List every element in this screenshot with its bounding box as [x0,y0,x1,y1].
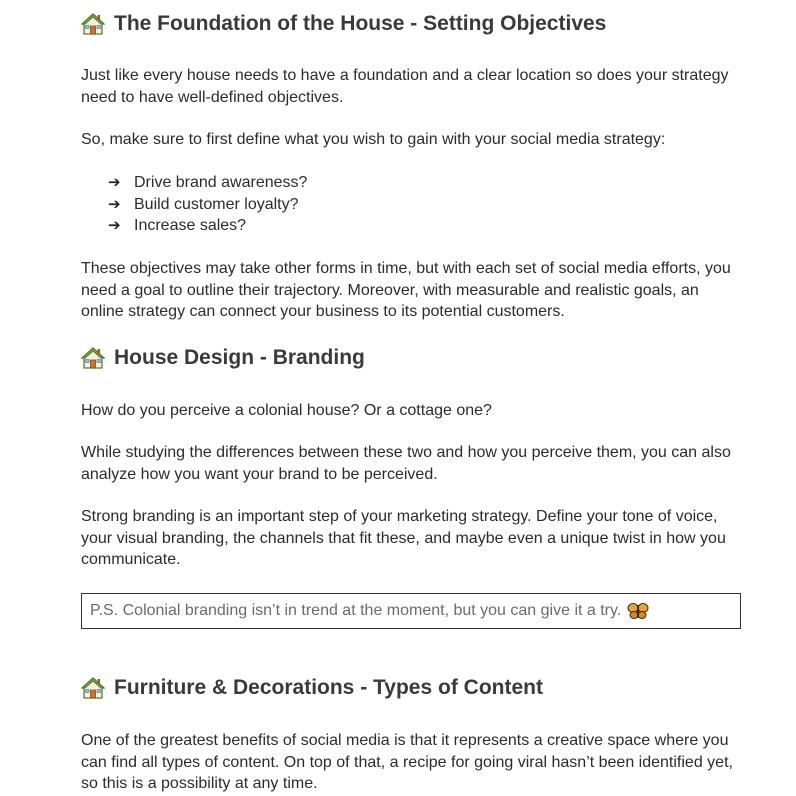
paragraph: One of the greatest benefits of social media is that it represents a creative space where you can find all types of content. On top of that, a recipe for going viral hasn’t been identified yet, so this is a possibility at any time. [81,732,733,792]
butterfly-icon [627,602,649,620]
list-item: ➔ Increase sales? [108,215,307,237]
house-icon [81,676,105,700]
section-heading-content-types [81,673,543,703]
paragraph: How do you perceive a colonial house? Or a cottage one? [81,402,492,419]
note-box [81,593,741,629]
list-item: ➔ Build customer loyalty? [108,194,307,216]
arrow-right-icon: ➔ [108,195,121,213]
section-heading-branding [81,343,365,373]
section-title: The Foundation of the House - Setting Objectives [114,12,607,35]
arrow-right-icon: ➔ [108,174,121,191]
house-icon [81,12,105,36]
section-title: House Design - Branding [114,346,365,369]
section-title: Furniture & Decorations - Types of Content [114,676,543,699]
paragraph: These objectives may take other forms in time, but with each set of social media efforts, you need a goal to outline their trajectory. Moreover, with measurable and realistic goals, an online strategy can connect your business to its potential customers. [81,260,731,320]
list-item: ➔ Drive brand awareness? [108,172,307,194]
paragraph: While studying the differences between these two and how you perceive them, you can also analyze how you want your brand to be perceived. [81,444,731,483]
paragraph: So, make sure to first define what you wish to gain with your social media strategy: [81,131,666,148]
house-icon [81,346,105,370]
objectives-list [81,172,307,237]
arrow-right-icon: ➔ [108,217,121,234]
paragraph: Just like every house needs to have a foundation and a clear location so does your strategy need to have well-defined objectives. [81,67,729,106]
note-text: P.S. Colonial branding isn’t in trend at the moment, but you can give it a try. [90,602,622,619]
paragraph: Strong branding is an important step of your marketing strategy. Define your tone of voice, your visual branding, the channels that fit these, and maybe even a unique twist in how you communicate. [81,508,726,568]
section-heading-objectives [81,9,606,39]
